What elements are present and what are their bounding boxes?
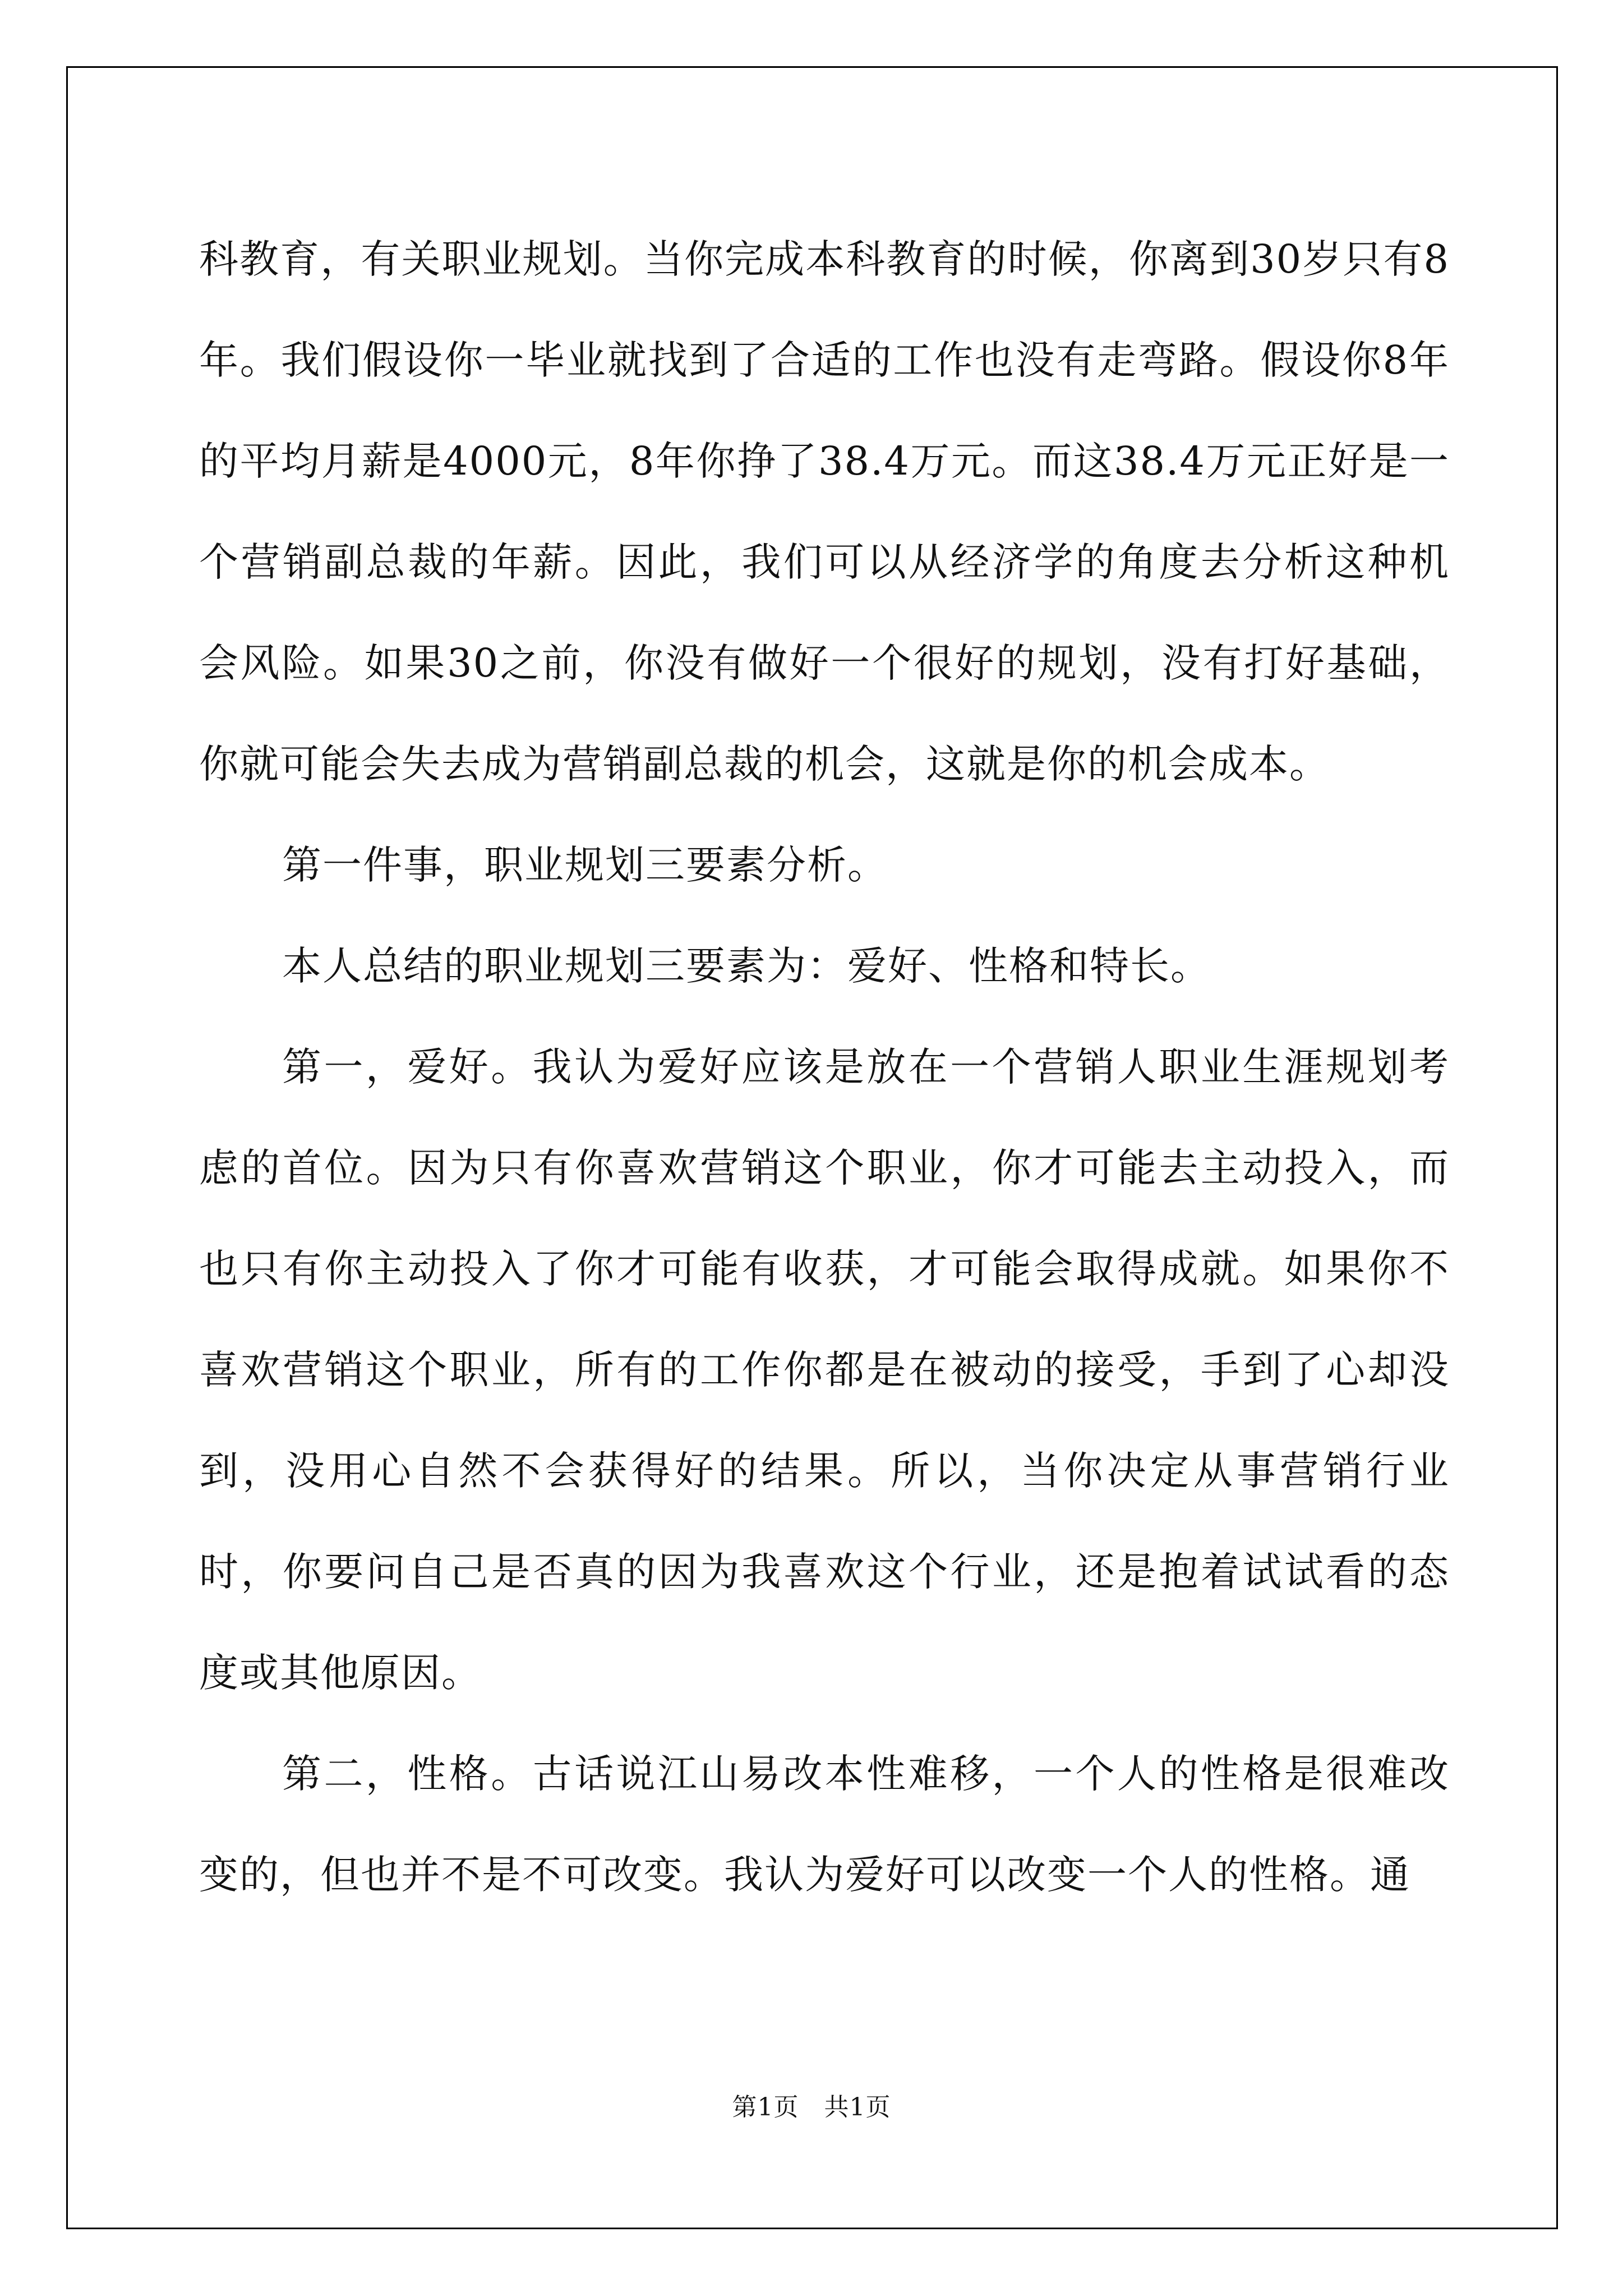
paragraph-opportunity-cost: 科教育，有关职业规划。当你完成本科教育的时候，你离到30岁只有8年。我们假设你一毕业就找到了合适的工作也没有走弯路。假设你8年的平均月薪是4000元，8年你挣了38.4万元。而这38.4万元正好是一个营销副总裁的年薪。因此，我们可以从经济学的角度去分析这种机会风险。如果30之前，你没有做好一个很好的规划，没有打好基础，你就可能会失去成为营销副总裁的机会，这就是你的机会成本。	[199, 236, 1450, 787]
page-number-footer: 第1页 共1页	[732, 2093, 891, 2122]
paragraph-personality: 第二，性格。古话说江山易改本性难移，一个人的性格是很难改变的，但也并不是不可改变。我认为爱好可以改变一个人的性格。通	[199, 1751, 1450, 1898]
paragraph-hobby: 第一，爱好。我认为爱好应该是放在一个营销人职业生涯规划考虑的首位。因为只有你喜欢营销这个职业，你才可能去主动投入，而也只有你主动投入了你才可能有收获，才可能会取得成就。如果你不喜欢营销这个职业，所有的工作你都是在被动的接受，手到了心却没到，没用心自然不会获得好的结果。所以，当你决定从事营销行业时，你要问自己是否真的因为我喜欢这个行业，还是抱着试试看的态度或其他原因。	[199, 1044, 1450, 1696]
paragraph-first-thing: 第一件事，职业规划三要素分析。	[282, 842, 888, 888]
document-body	[199, 209, 1450, 1925]
paragraph-three-elements: 本人总结的职业规划三要素为：爱好、性格和特长。	[282, 943, 1211, 989]
